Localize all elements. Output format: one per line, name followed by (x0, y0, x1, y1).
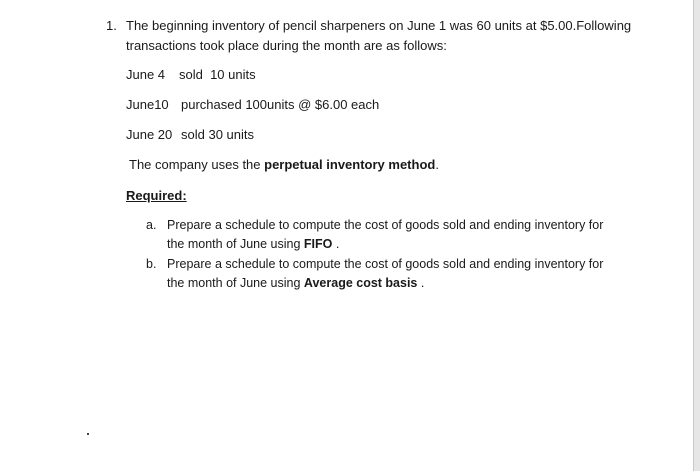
requirement-suffix: . (417, 276, 425, 290)
list-marker: a. (146, 218, 157, 232)
transaction-date: June 20 (126, 127, 173, 142)
inventory-method-statement (129, 156, 439, 174)
question-number: 1. (106, 18, 117, 33)
requirement-body: Prepare a schedule to compute the cost of goods sold and ending inventory for the month of June using (167, 257, 604, 290)
transaction-date: June 4 (126, 67, 166, 82)
list-marker: b. (146, 257, 157, 271)
requirement-body: Prepare a schedule to compute the cost of goods sold and ending inventory for the month of June using (167, 218, 604, 251)
transaction-detail: sold 30 units (181, 127, 254, 142)
transaction-detail: sold 10 units (179, 67, 256, 82)
requirement-item (146, 216, 616, 254)
requirement-text (167, 216, 616, 254)
method-suffix: . (435, 157, 439, 172)
required-heading: Required: (126, 188, 187, 203)
method-prefix: The company uses the (129, 157, 265, 172)
transaction-detail: purchased 100units @ $6.00 each (181, 97, 380, 112)
transaction-row (126, 66, 256, 84)
requirement-method: FIFO (303, 237, 333, 251)
requirement-method: Average cost basis (303, 276, 418, 290)
requirement-text (167, 255, 616, 293)
requirement-suffix: . (332, 237, 340, 251)
question-intro: The beginning inventory of pencil sharpeners on June 1 was 60 units at $5.00.Following transactions took place during the month are as follows: (126, 18, 632, 53)
transaction-row (126, 126, 254, 144)
transaction-row (126, 96, 379, 114)
stray-mark (87, 433, 89, 435)
requirement-item (146, 255, 616, 293)
method-name: perpetual inventory method (264, 157, 436, 172)
transaction-date: June10 (126, 97, 169, 112)
page-edge (693, 0, 700, 471)
